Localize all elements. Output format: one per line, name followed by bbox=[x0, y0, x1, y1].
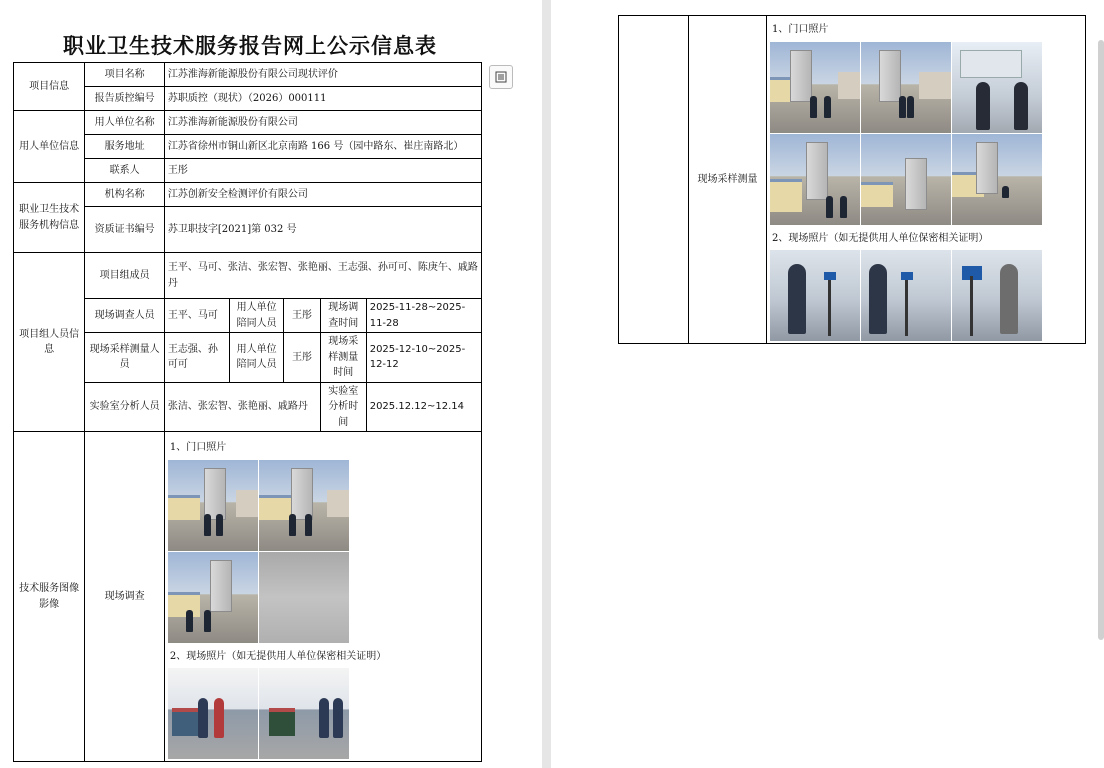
sampling-gate-caption: 1、门口照片 bbox=[772, 24, 829, 35]
section-images-continued bbox=[619, 16, 689, 344]
label-lab-time: 实验室分析时间 bbox=[320, 382, 366, 432]
scrollbar[interactable] bbox=[1098, 40, 1104, 640]
value-cert: 苏卫职技字[2021]第 032 号 bbox=[164, 207, 481, 253]
label-employer-name: 用人单位名称 bbox=[85, 111, 165, 135]
value-accompany-1: 王彤 bbox=[284, 299, 321, 333]
value-employer-name: 江苏淮海新能源股份有限公司 bbox=[164, 111, 481, 135]
sampling-gate-photo-6 bbox=[952, 134, 1042, 225]
gate-photo-1 bbox=[168, 460, 258, 551]
label-accompany-2: 用人单位陪同人员 bbox=[230, 333, 284, 383]
value-contact: 王彤 bbox=[164, 159, 481, 183]
sampling-images-cell bbox=[767, 16, 1086, 344]
value-address: 江苏省徐州市铜山新区北京南路 166 号（园中路东、崔庄南路北） bbox=[164, 135, 481, 159]
sampling-site-caption: 2、现场照片（如无提供用人单位保密相关证明） bbox=[772, 232, 989, 244]
label-address: 服务地址 bbox=[85, 135, 165, 159]
value-lab-people: 张洁、张宏智、张艳丽、戚路丹 bbox=[164, 382, 320, 432]
survey-images-cell bbox=[164, 432, 481, 762]
value-sampling-time: 2025-12-10~2025-12-12 bbox=[366, 333, 481, 383]
value-agency-name: 江苏创新安全检测评价有限公司 bbox=[164, 183, 481, 207]
sampling-gate-photos bbox=[770, 42, 1082, 225]
label-sampling-images: 现场采样测量 bbox=[689, 16, 767, 344]
site-photos-caption: 2、现场照片（如无提供用人单位保密相关证明） bbox=[169, 650, 387, 662]
gate-photo-4 bbox=[259, 552, 349, 643]
gate-photos-caption: 1、门口照片 bbox=[169, 442, 227, 453]
info-table bbox=[13, 62, 482, 762]
label-sampling-people: 现场采样测量人员 bbox=[85, 333, 165, 383]
label-accompany-1: 用人单位陪同人员 bbox=[230, 299, 284, 333]
section-images: 技术服务图像影像 bbox=[14, 432, 85, 762]
value-lab-time: 2025.12.12~12.14 bbox=[366, 382, 481, 432]
value-sampling-people: 王志强、孙可可 bbox=[164, 333, 229, 383]
label-survey-people: 现场调查人员 bbox=[85, 299, 165, 333]
value-project-name: 江苏淮海新能源股份有限公司现状评价 bbox=[164, 63, 481, 87]
site-photos bbox=[168, 668, 478, 759]
sampling-gate-photo-3 bbox=[952, 42, 1042, 133]
label-report-code: 报告质控编号 bbox=[85, 87, 165, 111]
section-project: 项目信息 bbox=[14, 63, 85, 111]
info-table-continued bbox=[618, 15, 1086, 344]
gate-photo-3 bbox=[168, 552, 258, 643]
label-sampling-time: 现场采样测量时间 bbox=[320, 333, 366, 383]
label-contact: 联系人 bbox=[85, 159, 165, 183]
site-photo-2 bbox=[259, 668, 349, 759]
label-project-name: 项目名称 bbox=[85, 63, 165, 87]
sampling-gate-photo-4 bbox=[770, 134, 860, 225]
sampling-site-photo-2 bbox=[861, 250, 951, 341]
document-title: 职业卫生技术服务报告网上公示信息表 bbox=[63, 34, 437, 58]
label-lab-people: 实验室分析人员 bbox=[85, 382, 165, 432]
label-members: 项目组成员 bbox=[85, 253, 165, 299]
sampling-site-photo-1 bbox=[770, 250, 860, 341]
site-photo-1 bbox=[168, 668, 258, 759]
sampling-site-photo-3 bbox=[952, 250, 1042, 341]
document-page-2 bbox=[551, 0, 1104, 768]
value-survey-people: 王平、马可 bbox=[164, 299, 229, 333]
label-cert: 资质证书编号 bbox=[85, 207, 165, 253]
label-survey-images: 现场调查 bbox=[85, 432, 165, 762]
value-accompany-2: 王彤 bbox=[284, 333, 321, 383]
sampling-site-photos bbox=[770, 250, 1082, 341]
sampling-gate-photo-1 bbox=[770, 42, 860, 133]
section-employer: 用人单位信息 bbox=[14, 111, 85, 183]
gate-photo-2 bbox=[259, 460, 349, 551]
sampling-gate-photo-5 bbox=[861, 134, 951, 225]
value-members: 王平、马可、张洁、张宏智、张艳丽、王志强、孙可可、陈庚午、戚路丹 bbox=[164, 253, 481, 299]
value-survey-time: 2025-11-28~2025-11-28 bbox=[366, 299, 481, 333]
value-report-code: 苏职质控（现状）（2026）000111 bbox=[164, 87, 481, 111]
section-agency: 职业卫生技术服务机构信息 bbox=[14, 183, 85, 253]
label-agency-name: 机构名称 bbox=[85, 183, 165, 207]
sampling-gate-photo-2 bbox=[861, 42, 951, 133]
label-survey-time: 现场调查时间 bbox=[320, 299, 366, 333]
section-team: 项目组人员信息 bbox=[14, 253, 85, 432]
document-page-1 bbox=[0, 0, 542, 768]
fit-page-icon[interactable] bbox=[489, 65, 513, 89]
gate-photos bbox=[168, 460, 478, 643]
